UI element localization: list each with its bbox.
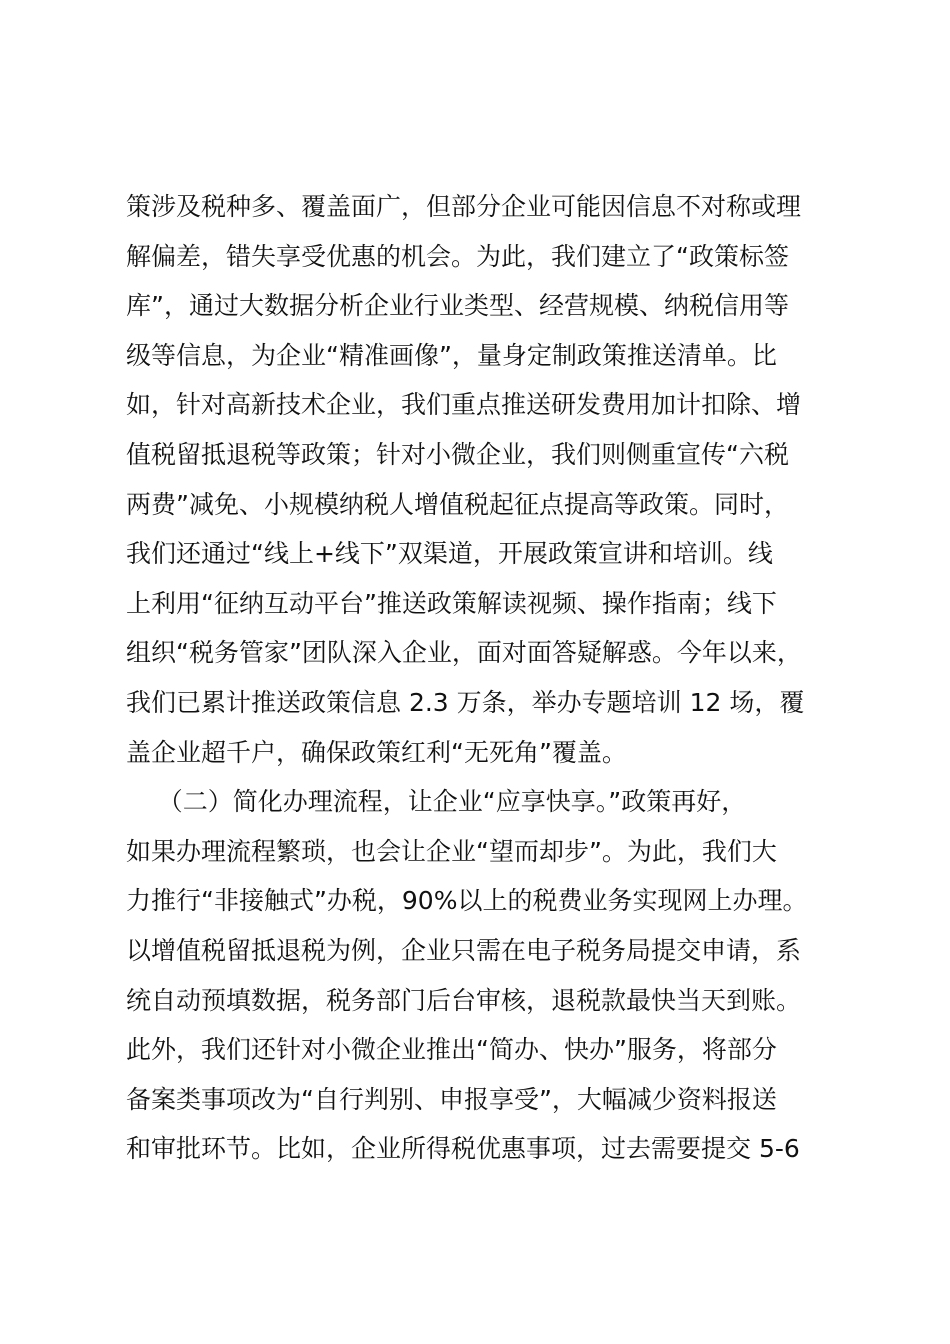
text-line: 和审批环节。比如，企业所得税优惠事项，过去需要提交 5-6 [126,1134,800,1164]
text-line: 策涉及税种多、覆盖面广，但部分企业可能因信息不对称或理 [126,192,802,221]
text-line: 我们已累计推送政策信息 2.3 万条，举办专题培训 12 场，覆 [126,687,805,717]
text-line: 我们还通过“线上+线下”双渠道，开展政策宣讲和培训。线 [126,539,773,569]
text-line: 如，针对高新技术企业，我们重点推送研发费用加计扣除、增 [126,390,802,420]
text-line: 力推行“非接触式”办税，90%以上的税费业务实现网上办理。 [126,886,808,916]
text-line: 上利用“征纳互动平台”推送政策解读视频、操作指南；线下 [126,588,777,618]
text-line: 备案类事项改为“自行判别、申报享受”，大幅减少资料报送 [126,1084,777,1114]
text-line: 库”，通过大数据分析企业行业类型、经营规模、纳税信用等 [126,291,789,321]
body-text [126,182,856,1174]
text-line: 两费”减免、小规模纳税人增值税起征点提高等政策。同时， [126,489,789,519]
text-line: 盖企业超千户，确保政策红利“无死角”覆盖。 [126,737,627,767]
text-line: 此外，我们还针对小微企业推出“简办、快办”服务，将部分 [126,1035,777,1065]
text-line: 组织“税务管家”团队深入企业，面对面答疑解惑。今年以来， [126,638,802,668]
text-line: 统自动预填数据，税务部门后台审核，退税款最快当天到账。 [126,985,802,1015]
text-line: 解偏差，错失享受优惠的机会。为此，我们建立了“政策标签 [126,241,789,271]
text-line: 值税留抵退税等政策；针对小微企业，我们则侧重宣传“六税 [126,439,789,469]
text-line: 如果办理流程繁琐，也会让企业“望而却步”。为此，我们大 [126,836,777,866]
text-line: 以增值税留抵退税为例，企业只需在电子税务局提交申请，系 [126,935,802,965]
text-line: 级等信息，为企业“精准画像”，量身定制政策推送清单。比 [126,340,777,370]
section-heading-line: （二）简化办理流程，让企业“应享快享。”政策再好， [126,787,747,817]
